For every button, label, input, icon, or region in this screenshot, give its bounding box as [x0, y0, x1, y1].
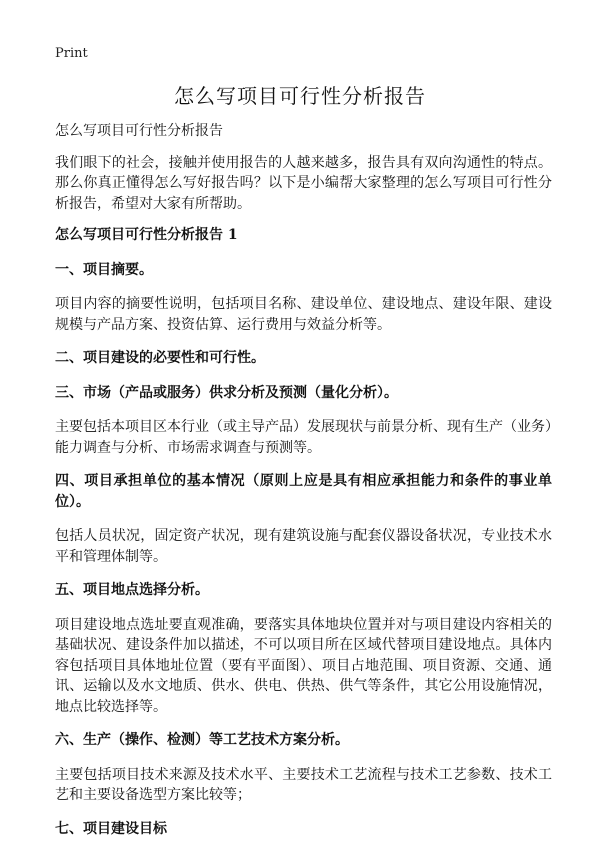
document-body: [55, 121, 552, 853]
item-text-6: 主要包括项目技术来源及技术水平、主要技术工艺流程与技术工艺参数、技术工艺和主要设备选型方案比较等；: [55, 766, 552, 803]
document-subtitle: 怎么写项目可行性分析报告: [55, 123, 223, 139]
item-heading-6: 六、生产（操作、检测）等工艺技术方案分析。: [55, 732, 349, 748]
section-title: 怎么写项目可行性分析报告 1: [55, 227, 238, 243]
page-title: 怎么写项目可行性分析报告: [174, 84, 426, 108]
item-heading-5: 五、项目地点选择分析。: [55, 582, 209, 598]
print-link[interactable]: Print: [55, 46, 88, 61]
item-heading-1: 一、项目摘要。: [55, 261, 153, 278]
item-heading-2: 二、项目建设的必要性和可行性。: [55, 350, 265, 366]
item-heading-3: 三、市场（产品或服务）供求分析及预测（量化分析）。: [55, 384, 398, 401]
item-text-3: 主要包括本项目区本行业（或主导产品）发展现状与前景分析、现有生产（业务）能力调查与分析、市场需求调查与预测等。: [55, 419, 552, 456]
item-heading-4: 四、项目承担单位的基本情况（原则上应是具有相应承担能力和条件的事业单位）。: [55, 473, 552, 510]
item-text-4: 包括人员状况，固定资产状况，现有建筑设施与配套仪器设备状况，专业技术水平和管理体制等。: [55, 528, 552, 565]
intro-paragraph: 我们眼下的社会，接触并使用报告的人越来越多，报告具有双向沟通性的特点。那么你真正懂得怎么写好报告吗？以下是小编帮大家整理的怎么写项目可行性分析报告，希望对大家有所帮助。: [55, 154, 552, 212]
item-text-5: 项目建设地点选址要直观准确，要落实具体地块位置并对与项目建设内容相关的基础状况、建设条件加以描述，不可以项目所在区域代替项目建设地点。具体内容包括项目具体地址位置（要有平面图）、项目占地范围、项目资源、交通、通讯、运输以及水文地质、供水、供电、供热、供气等条件，其它公用设施情况，地点比较选择等。: [55, 616, 552, 715]
item-text-1: 项目内容的摘要性说明，包括项目名称、建设单位、建设地点、建设年限、建设规模与产品方案、投资估算、运行费用与效益分析等。: [55, 296, 552, 333]
item-heading-7: 七、项目建设目标: [55, 820, 167, 837]
